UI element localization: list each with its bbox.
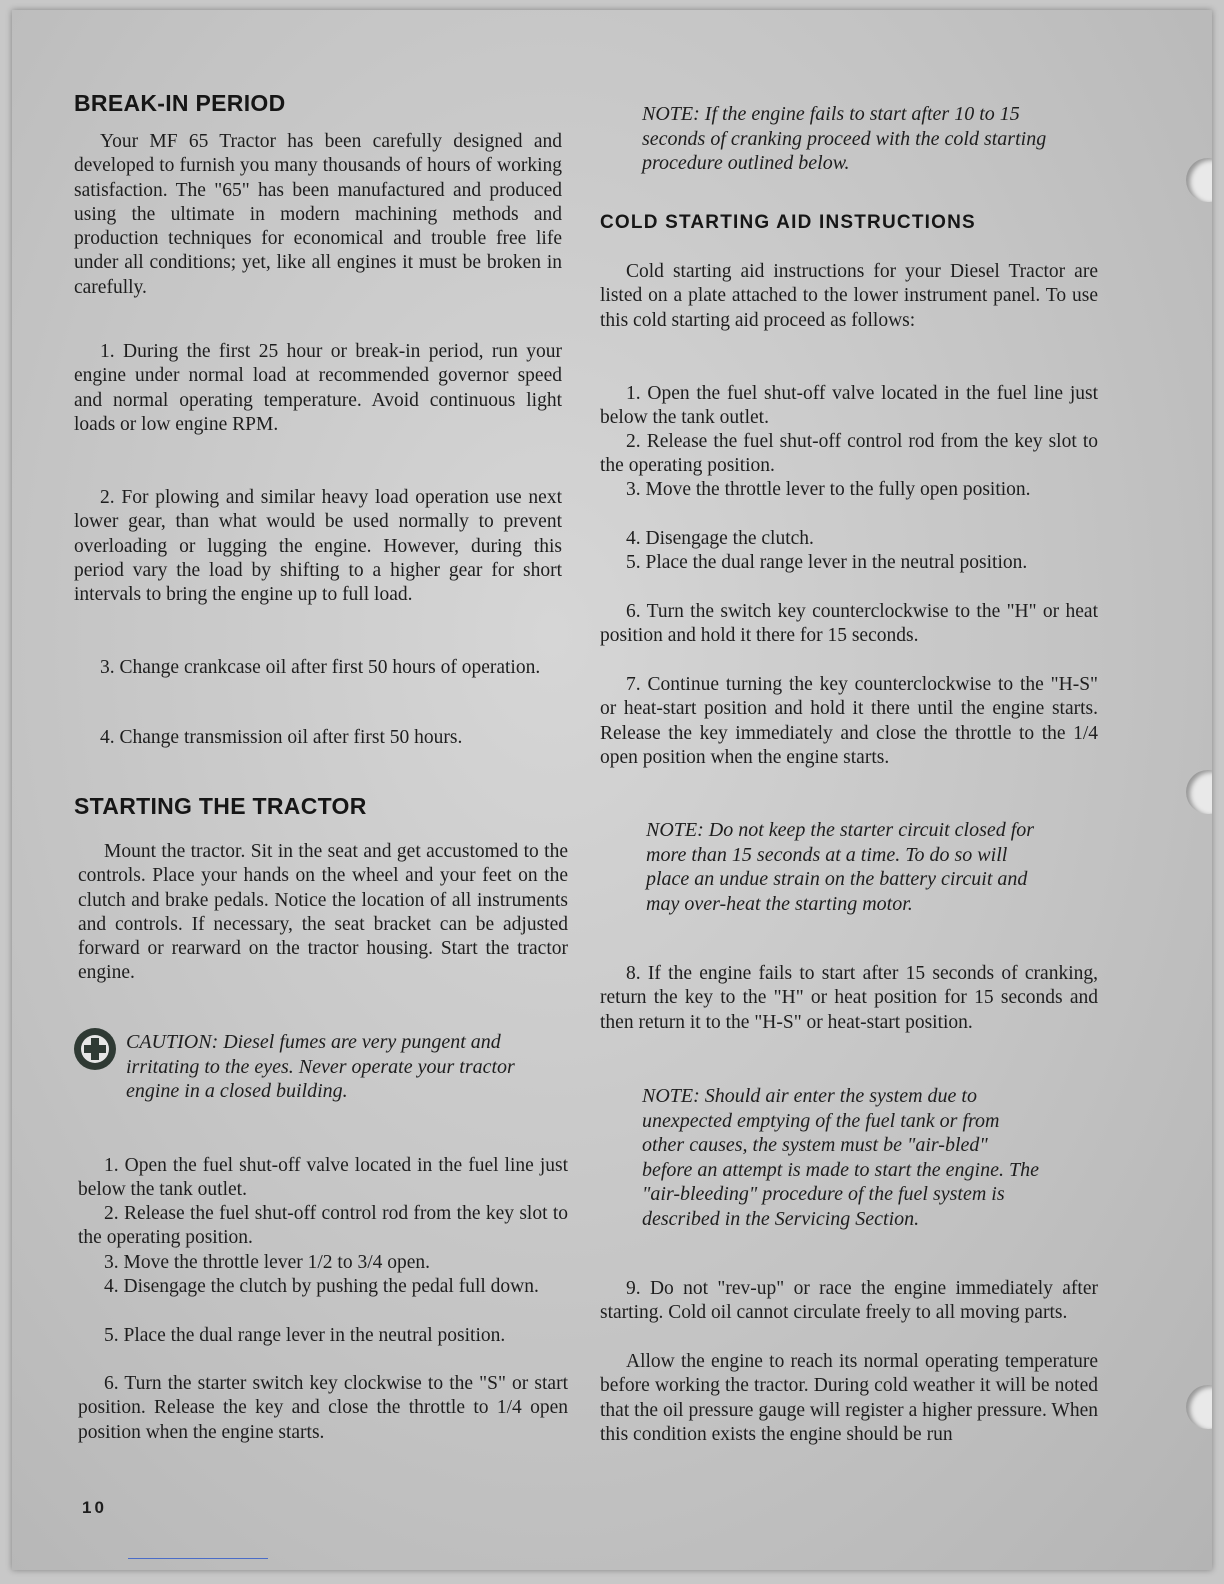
break-in-step-4: 4. Change transmission oil after first 50 hours. [100, 727, 463, 748]
closing-paragraph: Allow the engine to reach its normal operating temperature before working the tractor. During cold weather it will be noted that the oil pressure gauge will register a higher pressure. When this condition exists the engine should be run [600, 1351, 1098, 1445]
green-cross-safety-icon [72, 1026, 118, 1072]
binder-hole-top [1186, 158, 1212, 202]
cold-step-9: 9. Do not "rev-up" or race the engine immediately after starting. Cold oil cannot circulate freely to all moving parts. [600, 1278, 1098, 1324]
cold-starting-intro: Cold starting aid instructions for your Diesel Tractor are listed on a plate attached to the lower instrument panel. To use this cold starting aid proceed as follows: [600, 261, 1098, 331]
scan-mark-line [128, 1558, 268, 1559]
cold-step-7: 7. Continue turning the key counterclockwise to the "H-S" or heat-start position and hold it there until the engine starts. Release the key immediately and close the throttle to the 1/4 open position when the engine starts. [600, 674, 1098, 768]
break-in-intro: Your MF 65 Tractor has been carefully designed and developed to furnish you many thousands of hours of working satisfaction. The "65" has been manufactured and produced using the ultimate in modern machining methods and production techniques for economical and trouble free life under all conditions; yet, like all engines it must be broken in carefully. [74, 131, 562, 298]
break-in-heading: BREAK-IN PERIOD [74, 90, 286, 116]
break-in-step-1: 1. During the first 25 hour or break-in period, run your engine under normal load at recommended governor speed and normal operating temperature. Avoid continuous light loads or low engine RPM. [74, 341, 562, 435]
start-step-1: 1. Open the fuel shut-off valve located in the fuel line just below the tank outlet. [78, 1155, 568, 1201]
cold-step-5: 5. Place the dual range lever in the neutral position. [626, 552, 1028, 573]
binder-hole-bottom [1186, 1385, 1212, 1429]
start-step-5: 5. Place the dual range lever in the neutral position. [104, 1325, 506, 1346]
note-air-bleed: NOTE: Should air enter the system due to unexpected emptying of the fuel tank or from other causes, the system must be "air-bled" before an attempt is made to start the engine. The "air-bleeding" procedure of the fuel system is described in the Servicing Section. [642, 1085, 1039, 1230]
binder-hole-middle [1186, 770, 1212, 814]
cold-step-2: 2. Release the fuel shut-off control rod from the key slot to the operating position. [600, 431, 1098, 477]
note-starter-circuit: NOTE: Do not keep the starter circuit closed for more than 15 seconds at a time. To do so will place an undue strain on the battery circuit and may over-heat the starting motor. [646, 819, 1035, 915]
start-step-6: 6. Turn the starter switch key clockwise to the "S" or start position. Release the key and close the throttle to 1/4 open position when the engine starts. [78, 1373, 568, 1443]
cold-step-3: 3. Move the throttle lever to the fully open position. [626, 479, 1031, 500]
cold-step-6: 6. Turn the switch key counterclockwise to the "H" or heat position and hold it there for 15 seconds. [600, 601, 1098, 647]
starting-heading: STARTING THE TRACTOR [74, 793, 367, 819]
note-cold-start: NOTE: If the engine fails to start after 10 to 15 seconds of cranking proceed with the cold starting procedure outlined below. [642, 103, 1047, 174]
cold-starting-heading: COLD STARTING AID INSTRUCTIONS [600, 212, 976, 233]
start-step-4: 4. Disengage the clutch by pushing the pedal full down. [104, 1276, 539, 1297]
cold-step-1: 1. Open the fuel shut-off valve located in the fuel line just below the tank outlet. [600, 383, 1098, 429]
break-in-step-2: 2. For plowing and similar heavy load operation use next lower gear, than what would be used normally to prevent overloading or lugging the engine. However, during this period vary the load by shifting to a higher gear for short intervals to bring the engine up to full load. [74, 487, 562, 606]
manual-page [12, 10, 1212, 1570]
cold-step-8: 8. If the engine fails to start after 15 seconds of cranking, return the key to the "H" or heat position for 15 seconds and then return it to the "H-S" or heat-start position. [600, 963, 1098, 1033]
caution-note: CAUTION: Diesel fumes are very pungent and irritating to the eyes. Never operate your tractor engine in a closed building. [126, 1031, 515, 1102]
page-number: 10 [82, 1498, 107, 1517]
break-in-step-3: 3. Change crankcase oil after first 50 hours of operation. [100, 657, 541, 678]
start-step-2: 2. Release the fuel shut-off control rod from the key slot to the operating position. [78, 1203, 568, 1249]
cold-step-4: 4. Disengage the clutch. [626, 528, 814, 549]
start-step-3: 3. Move the throttle lever 1/2 to 3/4 open. [104, 1252, 431, 1273]
starting-intro: Mount the tractor. Sit in the seat and get accustomed to the controls. Place your hands on the wheel and your feet on the clutch and brake pedals. Notice the location of all instruments and controls. If necessary, the seat bracket can be adjusted forward or rearward on the tractor housing. Start the tractor engine. [78, 841, 568, 984]
